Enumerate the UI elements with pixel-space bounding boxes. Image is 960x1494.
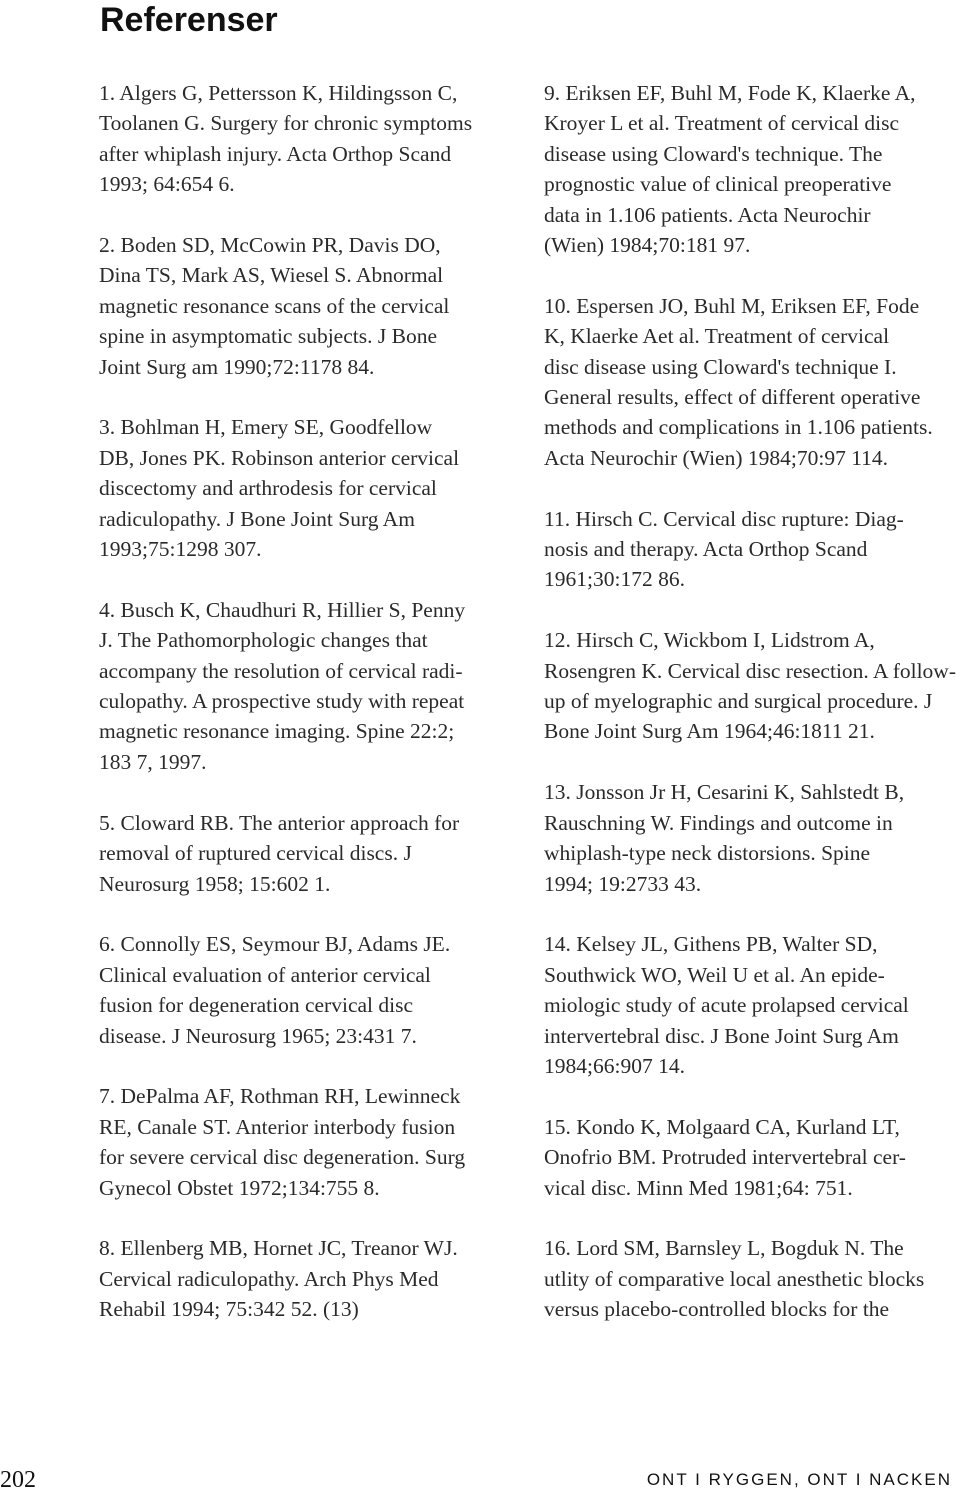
reference-item-9: 9. Eriksen EF, Buhl M, Fode K, Klaerke A, Kroyer L et al. Treatment of cervical disc disease using Cloward's technique. The prognostic value of clinical preoperative data in 1.106 patients. Acta Neurochir (Wien) 1984;70:181 97.: [544, 81, 916, 258]
reference-item-1: 1. Algers G, Pettersson K, Hildingsson C, Toolanen G. Surgery for chronic symptoms after whiplash injury. Acta Orthop Scand 1993; 64:654 6.: [99, 81, 473, 197]
page-title: Referenser: [100, 1, 278, 39]
running-title: ONT I RYGGEN, ONT I NACKEN: [646, 1470, 952, 1489]
reference-item-14: 14. Kelsey JL, Githens PB, Walter SD, Southwick WO, Weil U et al. An epide- miologic study of acute prolapsed cervical intervertebral disc. J Bone Joint Surg Am 1984;66:907 14.: [544, 932, 909, 1078]
reference-item-11: 11. Hirsch C. Cervical disc rupture: Diag- nosis and therapy. Acta Orthop Scand 1961;30:172 86.: [544, 506, 904, 592]
reference-item-16: 16. Lord SM, Barnsley L, Bogduk N. The utlity of comparative local anesthetic blocks versus placebo-controlled blocks for the: [544, 1236, 925, 1322]
reference-item-2: 2. Boden SD, McCowin PR, Davis DO, Dina TS, Mark AS, Wiesel S. Abnormal magnetic resonance scans of the cervical spine in asymptomatic subjects. J Bone Joint Surg am 1990;72:1178 84.: [99, 233, 450, 379]
page-number: 202: [0, 1467, 36, 1493]
reference-column-left: [99, 78, 511, 1355]
reference-item-6: 6. Connolly ES, Seymour BJ, Adams JE. Clinical evaluation of anterior cervical fusion for degeneration cervical disc disease. J Neurosurg 1965; 23:431 7.: [99, 932, 451, 1048]
reference-item-12: 12. Hirsch C, Wickbom I, Lidstrom A, Rosengren K. Cervical disc resection. A follow- up of myelographic and surgical procedure. J Bone Joint Surg Am 1964;46:1811 21.: [544, 628, 956, 744]
reference-item-13: 13. Jonsson Jr H, Cesarini K, Sahlstedt B, Rauschning W. Findings and outcome in whiplash-type neck distorsions. Spine 1994; 19:2733 43.: [544, 780, 905, 896]
reference-item-7: 7. DePalma AF, Rothman RH, Lewinneck RE, Canale ST. Anterior interbody fusion for severe cervical disc degeneration. Surg Gynecol Obstet 1972;134:755 8.: [99, 1084, 466, 1200]
reference-item-10: 10. Espersen JO, Buhl M, Eriksen EF, Fode K, Klaerke Aet al. Treatment of cervical disc disease using Cloward's technique I. General results, effect of different operative methods and complications in 1.106 patients. Acta Neurochir (Wien) 1984;70:97 114.: [544, 293, 933, 470]
reference-item-5: 5. Cloward RB. The anterior approach for removal of ruptured cervical discs. J Neurosurg 1958; 15:602 1.: [99, 810, 460, 896]
reference-column-right: [544, 78, 960, 1355]
reference-item-15: 15. Kondo K, Molgaard CA, Kurland LT, Onofrio BM. Protruded intervertebral cer- vical disc. Minn Med 1981;64: 751.: [544, 1114, 906, 1200]
reference-item-3: 3. Bohlman H, Emery SE, Goodfellow DB, Jones PK. Robinson anterior cervical discectomy and arthrodesis for cervical radiculopathy. J Bone Joint Surg Am 1993;75:1298 307.: [99, 415, 460, 562]
reference-item-8: 8. Ellenberg MB, Hornet JC, Treanor WJ. Cervical radiculopathy. Arch Phys Med Rehabil 1994; 75:342 52. (13): [99, 1236, 458, 1322]
reference-item-4: 4. Busch K, Chaudhuri R, Hillier S, Penny J. The Pathomorphologic changes that accompany the resolution of cervical radi- culopathy. A prospective study with repeat magnetic resonance imaging. Spine 22:2; 183 7, 1997.: [99, 597, 466, 774]
